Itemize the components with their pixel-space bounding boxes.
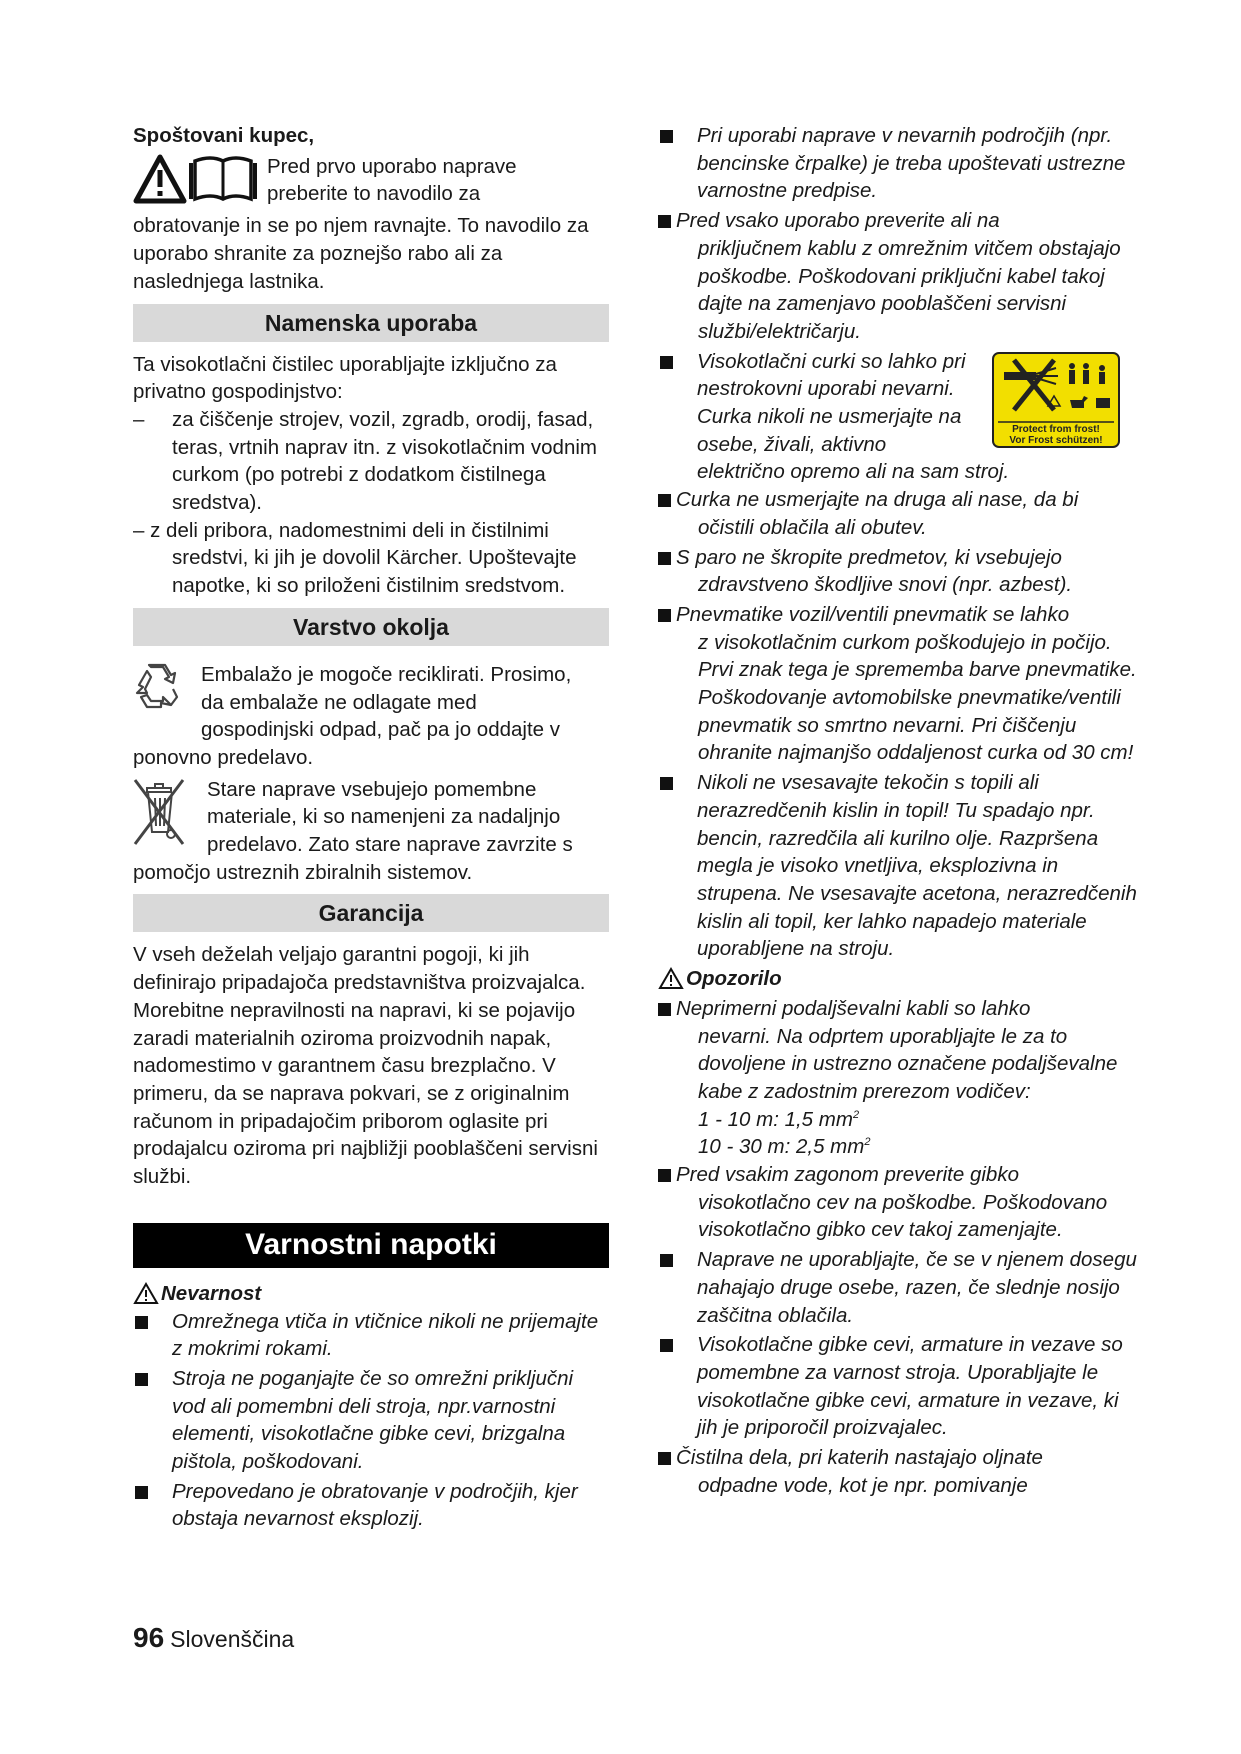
list-item: Curka ne usmerjajte na druga ali nase, da bi očistili oblačila ali obutev.: [658, 486, 1138, 541]
footer-language: Slovenščina: [170, 1626, 295, 1652]
section-title-varnostni-napotki: Varnostni napotki: [133, 1223, 609, 1268]
list-item: – za čiščenje strojev, vozil, zgradb, orodij, fasad, teras, vrtnih naprav itn. z visokotlačnim vodnim curkom (po potrebi z dodatkom čistilnega sredstva).: [133, 407, 597, 515]
section-title-varstvo-okolja: Varstvo okolja: [133, 608, 609, 646]
bullet-square-icon: [135, 1486, 148, 1499]
intended-use-text: Ta visokotlačni čistilec uporabljajte izključno za privatno gospodinjstvo:: [133, 352, 557, 404]
list-item: Stroja ne poganjajte če so omrežni priključni vod ali pomembni deli stroja, npr.varnostni elementi, visokotlačne gibke cevi, brizgalna pištola, poškodovani.: [133, 1365, 609, 1476]
frost-warning-sticker: [992, 352, 1120, 448]
page-footer: [133, 1622, 294, 1654]
list-item: Pred vsakim zagonom preverite gibko visokotlačno cev na poškodbe. Poškodovano visokotlačno gibko cev takoj zamenjajte.: [658, 1161, 1138, 1244]
bullet-square-icon: [658, 552, 671, 565]
bullet-square-icon: [660, 130, 673, 143]
list-item: Naprave ne uporabljajte, če se v njenem dosegu nahajajo druge osebe, razen, če slednje nosijo zaščitna oblačila.: [658, 1246, 1138, 1329]
warranty-text: V vseh deželah veljajo garantni pogoji, ki jih definirajo pripadajoča predstavništva proizvajalca. Morebitne nepravilnosti na napravi, ki se pojavijo zaradi materialnih oziroma proizvodnih napak, nadomestimo v garantnem času brezplačno. V primeru, da se naprava pokvari, se z originalnim računom in pripadajočim priborom oglasite pri prodajalcu oziroma pri najbližji pooblaščeni servisni službi.: [133, 943, 598, 1189]
page-number: 96: [133, 1622, 165, 1653]
bullet-square-icon: [658, 1003, 671, 1016]
sticker-text-2: Vor Frost schützen!: [1009, 435, 1103, 446]
list-item: Prepovedano je obratovanje v področjih, kjer obstaja nevarnost eksplozij.: [133, 1478, 609, 1533]
section-title-garancija: Garancija: [133, 894, 609, 932]
list-item: – z deli pribora, nadomestnimi deli in čistilnimi sredstvi, ki jih je dovolil Kärcher. Upoštevajte napotke, ki so priloženi čistilnim sredstvom.: [133, 518, 577, 598]
section-title-namenska-uporaba: Namenska uporaba: [133, 304, 609, 342]
env-recycling-block: Embalažo je mogoče reciklirati. Prosimo, da embalaže ne odlagate med gospodinjski odpad, pač pa jo oddajte v ponovno predelavo.: [133, 662, 572, 769]
bullet-square-icon: [658, 1452, 671, 1465]
list-item: Visokotlačne gibke cevi, armature in vezave so pomembne za varnost stroja. Uporabljajte le visokotlačne gibke cevi, armature in vezave, ki jih je priporočil proizvajalec.: [658, 1331, 1138, 1442]
env-weee-block: Stare naprave vsebujejo pomembne materiale, ki so namenjeni za nadaljnjo predelavo. Zato stare naprave zavrzite s pomočjo ustreznih zbiralnih sistemov.: [133, 777, 573, 884]
left-column: [133, 122, 609, 1533]
bullet-square-icon: [135, 1316, 148, 1329]
bullet-square-icon: [658, 215, 671, 228]
sticker-text-1: Protect from frost!: [1012, 424, 1100, 435]
bullet-square-icon: [660, 356, 673, 369]
list-item: S paro ne škropite predmetov, ki vsebujejo zdravstveno škodljive snovi (npr. azbest).: [658, 544, 1138, 599]
bullet-square-icon: [658, 609, 671, 622]
list-item: Nikoli ne vsesavajte tekočin s topili ali nerazredčenih kislin in topil! Tu spadajo npr. bencin, razredčila ali kurilno olje. Razpršena megla je visoko vnetljiva, eksplozivna in strupena. Ne vsesavajte acetona, nerazredčenih kislin ali topil, ker lahko napadejo materiale uporabljene na stroju.: [658, 769, 1138, 963]
bullet-square-icon: [658, 494, 671, 507]
warning-triangle-icon: [133, 1282, 159, 1305]
bullet-square-icon: [660, 777, 673, 790]
greeting: Spoštovani kupec,: [133, 124, 315, 147]
warning-heading: Opozorilo: [658, 965, 1138, 993]
warning-triangle-icon: [658, 967, 684, 990]
intro-block: Pred prvo uporabo naprave preberite to navodilo za obratovanje in se po njem ravnajte. To navodilo za uporabo shranite za poznejšo rabo ali za naslednjega lastnika.: [133, 154, 589, 293]
list-item: Omrežnega vtiča in vtičnice nikoli ne prijemajte z mokrimi rokami.: [133, 1308, 609, 1363]
list-item: Pnevmatike vozil/ventili pnevmatik se lahko z visokotlačnim curkom poškodujejo in počijo. Prvi znak tega je sprememba barve pnevmatike. Poškodovanje avtomobilske pnevmatike/ventili pnevmatik so smrtno nevarni. Pri čiščenju ohranite najmanjšo oddaljenost curka od 30 cm!: [658, 601, 1138, 767]
list-item: Čistilna dela, pri katerih nastajajo oljnate odpadne vode, kot je npr. pomivanje: [658, 1444, 1138, 1499]
right-column: [658, 122, 1138, 1499]
list-item: Pred vsako uporabo preverite ali na priključnem kablu z omrežnim vitčem obstajajo poškodbe. Poškodovani priključni kabel takoj dajte na zamenjavo pooblaščeni servisni službi/električarju.: [658, 207, 1138, 346]
crossed-bin-icon: [133, 776, 185, 856]
list-item: Visokotlačni curki so lahko pri nestrokovni uporabi nevarni. Curka nikoli ne usmerjajte na osebe, živali, aktivno električno opremo ali na sam stroj.: [658, 348, 1138, 487]
list-item: Neprimerni podaljševalni kabli so lahko nevarni. Na odprtem uporabljajte le za to dovoljene in ustrezno označene podaljševalne kabe z zadostnim prerezom vodičev: 1 - 10 m: 1,5 $mm^2$ 10 - 30 m: 2,5 $mm^2$: [658, 995, 1138, 1161]
list-item: Pri uporabi naprave v nevarnih področjih (npr. bencinske črpalke) je treba upoštevati ustrezne varnostne predpise.: [658, 122, 1138, 205]
bullet-square-icon: [658, 1169, 671, 1182]
bullet-square-icon: [660, 1254, 673, 1267]
bullet-square-icon: [135, 1373, 148, 1386]
danger-heading: Nevarnost: [133, 1280, 609, 1308]
recycling-icon: [133, 661, 181, 719]
warning-manual-icon: [133, 153, 259, 213]
bullet-square-icon: [660, 1339, 673, 1352]
